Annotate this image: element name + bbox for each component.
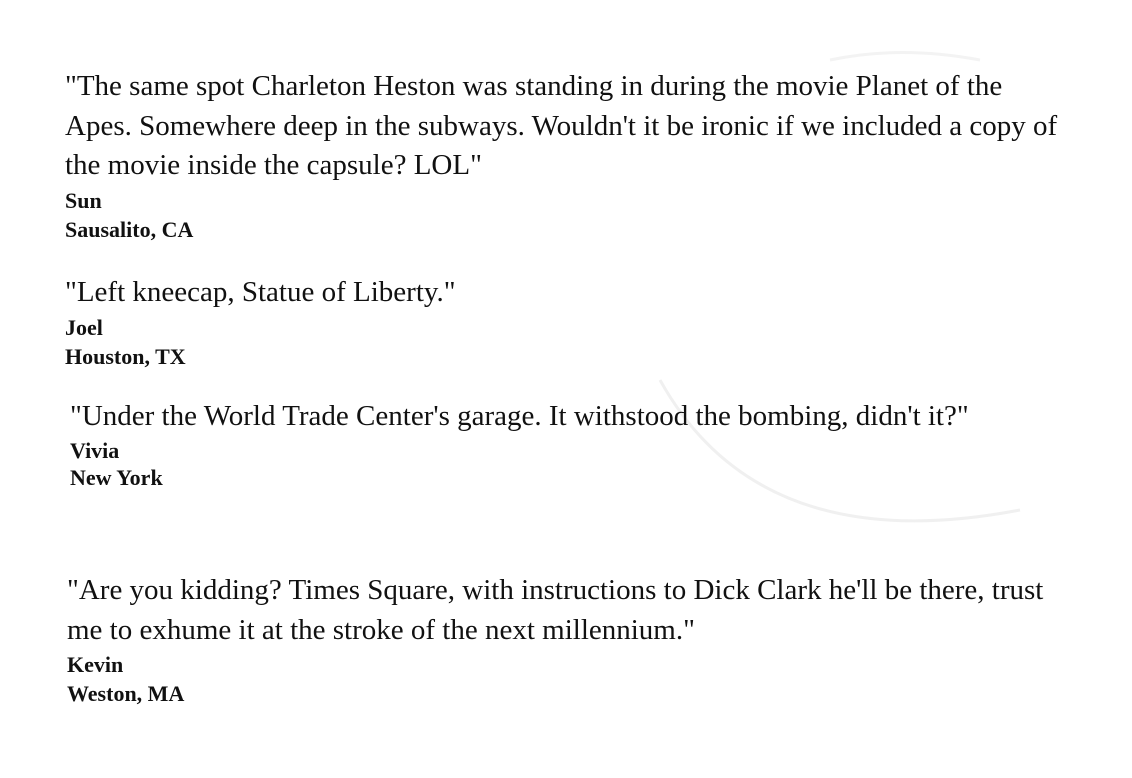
commenter-location: Weston, MA <box>67 681 185 706</box>
comment-quote: "Are you kidding? Times Square, with instructions to Dick Clark he'll be there, trust me to exhume it at the stroke of the next millennium." <box>67 574 1044 646</box>
comment-quote: "The same spot Charleton Heston was standing in during the movie Planet of the Apes. Somewhere deep in the subways. Wouldn't it be ironic if we included a copy of the movie inside the capsule? LOL" <box>65 70 1058 181</box>
comment-entry <box>65 67 1065 244</box>
commenter-location: Houston, TX <box>65 343 186 369</box>
comment-entry <box>65 273 1065 371</box>
commenter-location: Sausalito, CA <box>65 216 194 242</box>
comment-quote: "Under the World Trade Center's garage. It withstood the bombing, didn't it?" <box>70 400 969 432</box>
comment-entry <box>67 571 1067 708</box>
commenter-name: Kevin <box>67 652 124 677</box>
commenter-name: Joel <box>65 314 103 340</box>
comment-quote: "Left kneecap, Statue of Liberty." <box>65 276 456 308</box>
comment-entry <box>70 397 1030 491</box>
commenter-location: New York <box>70 464 163 490</box>
commenter-name: Vivia <box>70 437 120 463</box>
commenter-name: Sun <box>65 187 102 213</box>
